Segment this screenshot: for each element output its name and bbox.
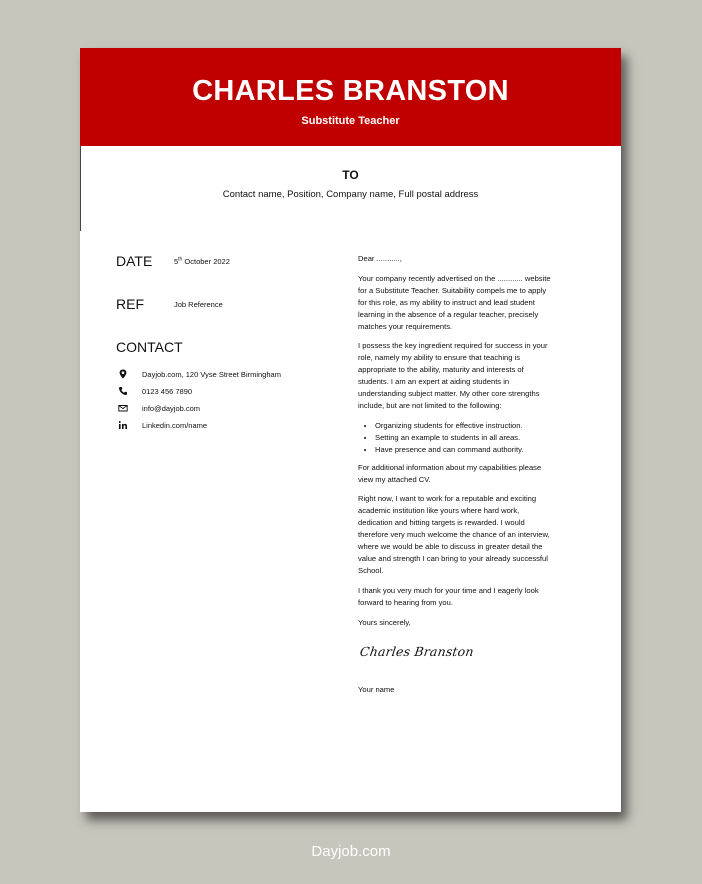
date-suffix: th	[178, 256, 183, 263]
applicant-name: CHARLES BRANSTON	[192, 75, 509, 107]
contact-list	[116, 369, 356, 437]
strengths-list	[358, 420, 554, 456]
ref-value: Job Reference	[174, 300, 223, 309]
letter-body	[358, 253, 554, 704]
phone-icon	[118, 386, 128, 396]
paragraph-1: Your company recently advertised on the ............ website for a Substitute Teacher. Suitability compels me to apply for this role, as my ability to instruct and lead student learning in the absence of a regular teacher, precisely matches your requirements.	[358, 273, 551, 331]
job-title: Substitute Teacher	[301, 115, 400, 127]
contact-email: info@dayjob.com	[142, 404, 201, 413]
recipient-label: TO	[342, 168, 359, 182]
date-value	[174, 257, 230, 267]
ref-row	[116, 296, 356, 310]
list-item: • Setting an example to students in all areas.	[375, 432, 554, 444]
location-pin-icon	[118, 369, 128, 379]
date-day: 5	[174, 257, 179, 266]
contact-linkedin: Linkedin.com/name	[142, 421, 208, 430]
salutation: Dear ...........,	[358, 254, 402, 263]
contact-item-phone	[116, 386, 356, 403]
paragraph-3: For additional information about my capabilities please view my attached CV.	[358, 462, 542, 484]
closing: Yours sincerely,	[358, 617, 411, 627]
list-item: • Organizing students for effective instruction.	[375, 420, 554, 432]
contact-item-address	[116, 369, 356, 386]
details-column	[116, 253, 356, 437]
contact-heading: CONTACT	[116, 339, 183, 355]
header-banner	[80, 48, 621, 146]
footer-brand: Dayjob.com	[311, 843, 391, 860]
list-item: • Have presence and can command authority.	[375, 444, 554, 456]
email-icon	[118, 403, 128, 413]
cover-letter-page	[80, 48, 621, 812]
signature: Charles Branston	[359, 644, 475, 660]
recipient-address: Contact name, Position, Company name, Full postal address	[222, 189, 479, 200]
date-rest: October 2022	[182, 257, 230, 266]
contact-item-email	[116, 403, 356, 420]
signoff-name: Your name	[358, 685, 395, 695]
recipient-block	[80, 168, 621, 201]
contact-address: Dayjob.com, 120 Vyse Street Birmingham	[142, 370, 281, 379]
contact-item-linkedin	[116, 420, 356, 437]
date-label: DATE	[116, 253, 153, 269]
paragraph-4: Right now, I want to work for a reputable and exciting academic institution like yours where hard work, dedication and hitting targets is rewarded. I would therefore very much welcome the chance of an interview, where we would be able to discuss in greater detail the value and strength I can bring to your already successful School.	[358, 494, 550, 575]
ref-label: REF	[116, 296, 144, 312]
linkedin-icon	[118, 420, 128, 430]
paragraph-5: I thank you very much for your time and I eagerly look forward to hearing from you.	[358, 585, 539, 607]
contact-phone: 0123 456 7890	[142, 387, 193, 396]
paragraph-2: I possess the key ingredient required for success in your role, namely my ability to ensure that teaching is appropriate to the ability, maturity and interests of students. I am an expert at aiding students in understanding subject matter. My other core strengths include, but are not limited to the following:	[358, 341, 548, 410]
date-row	[116, 253, 356, 267]
